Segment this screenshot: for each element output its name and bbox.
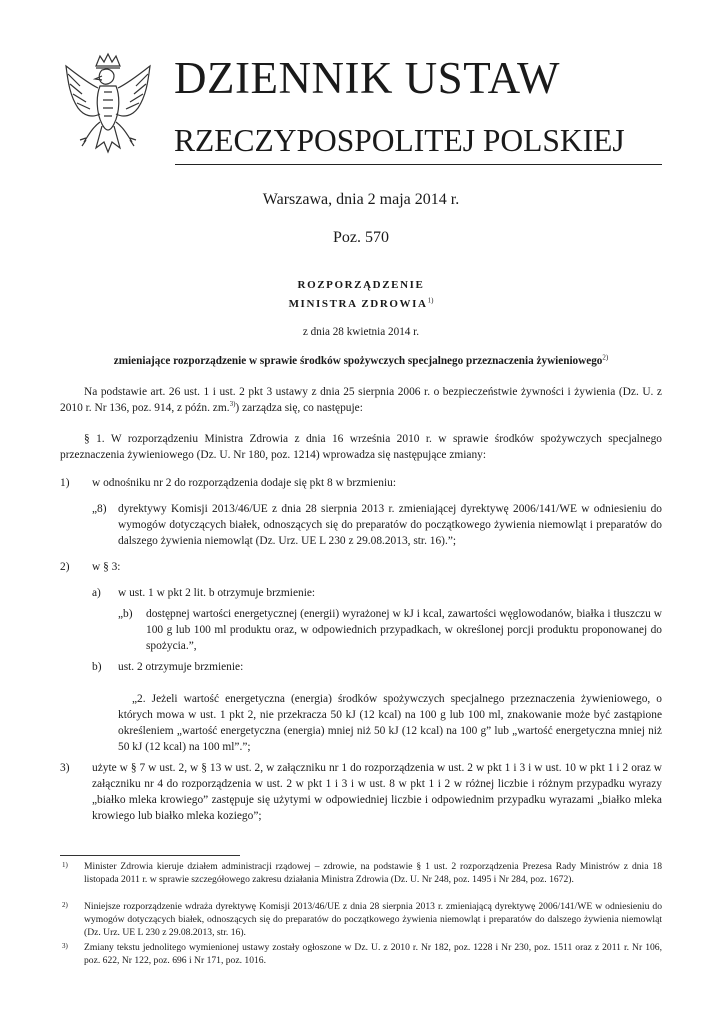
quote-text: dyrektywy Komisji 2013/46/UE z dnia 28 sierpnia 2013 r. zmieniającej dyrektywę 2006/141/WE w odniesieniu do wymogów dotyczących białek, odnoszących się do preparatów do początkowego żywienia niemowląt i preparatów do dalszego żywienia niemowląt (Dz. Urz. UE L 230 z 29.08.2013, str. 16).”; (118, 503, 662, 547)
footnote-text: Zmiany tekstu jednolitego wymienionej ustawy zostały ogłoszone w Dz. U. z 2010 r. Nr 182, poz. 1228 i Nr 230, poz. 1511 oraz z 2011 r. Nr 106, poz. 622, Nr 122, poz. 696 i Nr 171, poz. 1016. (84, 942, 662, 967)
section-1: § 1. W rozporządzeniu Ministra Zdrowia z dnia 16 września 2010 r. w sprawie środków spożywczych specjalnego przeznaczenia żywieniowego (Dz. U. Nr 180, poz. 1214) wprowadza się następujące zmiany: (60, 433, 662, 461)
quote-letter: „b) (118, 608, 133, 620)
journal-subtitle: RZECZYPOSPOLITEJ POLSKIEJ (174, 123, 625, 158)
polish-eagle-emblem-icon (60, 52, 156, 164)
item-text: użyte w § 7 w ust. 2, w § 13 w ust. 2, w załączniku nr 1 do rozporządzenia w ust. 2 w pkt 1 i 3 i w ust. 10 w pkt 1 i 2 oraz w załączniku nr 4 do rozporządzenia w ust. 2 w pkt 1 i 3 i w ust. 8 w pkt 1 i 2 w różnej liczbie i różnym przypadku wyrazy „białko mleka krowiego” zastępuje się użytymi w odpowiedniej liczbie i odpowiednim przypadku wyrazami „białko mleka krowiego lub białko mleka koziego”; (92, 762, 662, 822)
quote-number: „8) (92, 503, 107, 515)
footnote-mark: 2) (62, 901, 68, 909)
footnote-ref: 1) (427, 296, 434, 305)
place-date: Warszawa, dnia 2 maja 2014 r. (262, 191, 460, 208)
footnote-mark: 1) (62, 861, 68, 869)
footnote-ref: 2) (602, 353, 609, 362)
act-date: z dnia 28 kwietnia 2014 r. (302, 326, 420, 338)
quote-text: dostępnej wartości energetycznej (energii) wyrażonej w kJ i kcal, zawartości węglowodanów, białka i tłuszczu w 100 g lub 100 ml produktu oraz, w odpowiednich przypadkach, w określonej porcji produktu proponowanej do spożycia.”, (146, 608, 662, 652)
footnote-mark: 3) (62, 942, 68, 950)
act-subject: zmieniające rozporządzenie w sprawie środków spożywczych specjalnego przeznaczenia żywieniowego$^{2)}$ (113, 353, 609, 367)
subitem-letter: a) (92, 587, 101, 599)
item-number: 2) (60, 561, 70, 573)
item-text: w odnośniku nr 2 do rozporządzenia dodaje się pkt 8 w brzmieniu: (92, 477, 396, 489)
footnote-text: Niniejsze rozporządzenie wdraża dyrektywę Komisji 2013/46/UE z dnia 28 sierpnia 2013 r. zmieniającą dyrektywę 2006/141/WE w odniesieniu do wymogów dotyczących białek, odnoszących się do preparatów do początkowego żywienia niemowląt i preparatów do dalszego żywienia niemowląt (Dz. Urz. UE L 230 z 29.08.2013, str. 16). (84, 901, 662, 939)
quote-text: „2. Jeżeli wartość energetyczna (energia) środków spożywczych specjalnego przeznaczenia żywieniowego, o których mowa w ust. 1 pkt 2, nie przekracza 50 kJ (12 kcal) na 100 g lub 100 ml, znakowanie może być zastąpione określeniem „wartość energetyczna (energia) mniej niż 50 kJ (12 kcal) na 100 g” lub „wartość energetyczna mniej niż 50 kJ (12 kcal) na 100 ml”.”; (118, 693, 662, 753)
journal-title: DZIENNIK USTAW (174, 53, 560, 103)
position-number: Poz. 570 (333, 229, 389, 246)
preamble: Na podstawie art. 26 ust. 1 i ust. 2 pkt 3 ustawy z dnia 25 sierpnia 2006 r. o bezpieczeństwie żywności i żywienia (Dz. U. z 2010 r. Nr 136, poz. 914, z późn. zm.$^{3)}$) zarządza się, co następuje: (60, 386, 662, 414)
subitem-text: ust. 2 otrzymuje brzmienie: (118, 661, 244, 673)
act-issuer: MINISTRA ZDROWIA$^{1)}$ (288, 296, 434, 310)
header-divider (175, 164, 662, 165)
act-type: ROZPORZĄDZENIE (297, 279, 425, 291)
footnote-divider (60, 855, 240, 856)
footnote-text: Minister Zdrowia kieruje działem administracji rządowej – zdrowie, na podstawie § 1 ust. 2 rozporządzenia Prezesa Rady Ministrów z dnia 18 listopada 2011 r. w sprawie szczegółowego zakresu działania Ministra Zdrowia (Dz. U. Nr 248, poz. 1495 i Nr 284, poz. 1672). (84, 861, 662, 886)
subitem-text: w ust. 1 w pkt 2 lit. b otrzymuje brzmienie: (118, 587, 316, 599)
footnote-ref: 3) (229, 400, 236, 409)
item-number: 1) (60, 477, 70, 489)
subitem-letter: b) (92, 661, 102, 673)
item-number: 3) (60, 762, 70, 774)
item-text: w § 3: (92, 561, 121, 573)
